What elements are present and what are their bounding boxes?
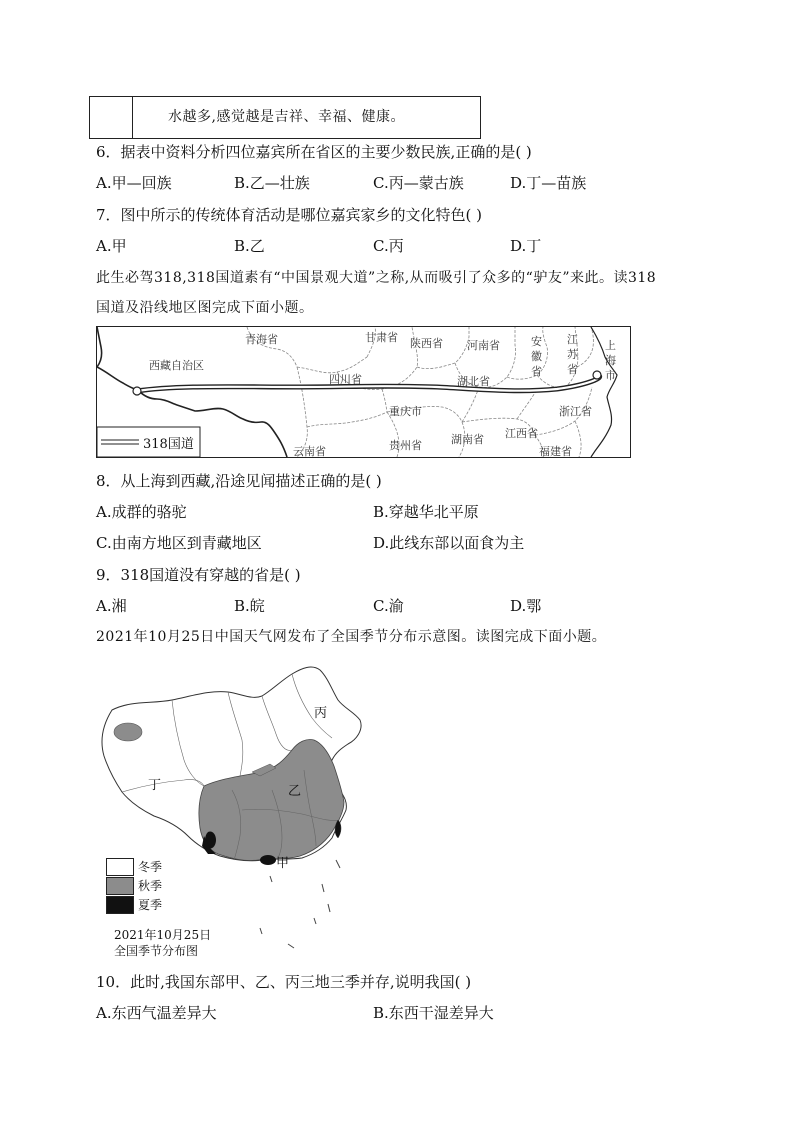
q7-option-c[interactable]: C.丙 bbox=[373, 237, 404, 255]
intro-318-line1: 此生必驾318,318国道素有“中国景观大道”之称,从而吸引了众多的“驴友”来此。读318 bbox=[96, 270, 657, 286]
question-10-stem: 10．此时,我国东部甲、乙、丙三地三季并存,说明我国( ) bbox=[96, 973, 472, 991]
q7-option-b[interactable]: B.乙 bbox=[234, 237, 265, 255]
q9-option-b[interactable]: B.皖 bbox=[234, 597, 265, 615]
legend-label-winter: 冬季 bbox=[138, 860, 163, 874]
season-map-caption-date: 2021年10月25日 bbox=[114, 928, 212, 942]
q10-option-b[interactable]: B.东西干湿差异大 bbox=[373, 1004, 494, 1022]
question-7-stem: 7．图中所示的传统体育活动是哪位嘉宾家乡的文化特色( ) bbox=[96, 206, 483, 224]
map-label-xizang: 西藏自治区 bbox=[149, 359, 204, 372]
q6-option-c[interactable]: C.丙—蒙古族 bbox=[373, 174, 464, 192]
map-label-sichuan: 四川省 bbox=[329, 373, 362, 386]
map-label-jiangxi: 江西省 bbox=[505, 427, 538, 440]
intro-season-map: 2021年10月25日中国天气网发布了全国季节分布示意图。读图完成下面小题。 bbox=[96, 629, 607, 645]
q7-option-d[interactable]: D.丁 bbox=[510, 237, 542, 255]
q9-option-a[interactable]: A.湘 bbox=[96, 597, 127, 615]
q8-option-c[interactable]: C.由南方地区到青藏地区 bbox=[96, 534, 262, 552]
legend-swatch-summer bbox=[106, 896, 134, 914]
map-label-zhejiang: 浙江省 bbox=[559, 405, 592, 418]
marker-jia: 甲 bbox=[276, 856, 290, 871]
route-318-map bbox=[96, 326, 631, 458]
question-9-stem: 9．318国道没有穿越的省是( ) bbox=[96, 566, 301, 584]
map-label-anhui-2: 徽 bbox=[531, 350, 542, 363]
legend-swatch-winter bbox=[106, 858, 134, 876]
q6-option-b[interactable]: B.乙—壮族 bbox=[234, 174, 310, 192]
q8-option-d[interactable]: D.此线东部以面食为主 bbox=[373, 534, 525, 552]
map-label-guizhou: 贵州省 bbox=[389, 439, 422, 452]
legend-label-autumn: 秋季 bbox=[138, 879, 163, 893]
map-label-hunan: 湖南省 bbox=[451, 433, 484, 446]
legend-label-summer: 夏季 bbox=[138, 898, 163, 912]
q9-option-c[interactable]: C.渝 bbox=[373, 597, 404, 615]
map-label-fujian: 福建省 bbox=[539, 445, 572, 458]
marker-ding: 丁 bbox=[148, 778, 162, 793]
map-label-jiangsu-3: 省 bbox=[567, 363, 578, 376]
question-8-stem: 8．从上海到西藏,沿途见闻描述正确的是( ) bbox=[96, 472, 382, 490]
q9-option-d[interactable]: D.鄂 bbox=[510, 597, 542, 615]
question-6-stem: 6．据表中资料分析四位嘉宾所在省区的主要少数民族,正确的是( ) bbox=[96, 143, 532, 161]
map-label-hubei: 湖北省 bbox=[457, 375, 490, 388]
legend-swatch-autumn bbox=[106, 877, 134, 895]
table-cell-divider bbox=[132, 97, 133, 138]
season-map-caption-title: 全国季节分布图 bbox=[114, 944, 199, 958]
map-label-gansu: 甘肃省 bbox=[365, 331, 398, 344]
season-map bbox=[92, 660, 392, 960]
map-label-shanghai-2: 海 bbox=[605, 354, 616, 367]
q6-option-d[interactable]: D.丁—苗族 bbox=[510, 174, 587, 192]
map-label-anhui-3: 省 bbox=[531, 365, 542, 378]
table-fragment bbox=[89, 96, 481, 139]
season-map-drawing bbox=[92, 660, 392, 960]
map-label-shaanxi: 陕西省 bbox=[410, 337, 443, 350]
map-label-henan: 河南省 bbox=[467, 339, 500, 352]
map-label-anhui-1: 安 bbox=[531, 335, 542, 348]
map-legend-318: 318国道 bbox=[143, 437, 194, 452]
table-cell-text: 水越多,感觉越是吉祥、幸福、健康。 bbox=[168, 109, 405, 125]
map-label-shanghai-3: 市 bbox=[605, 369, 616, 382]
marker-bing: 丙 bbox=[314, 706, 328, 721]
marker-yi: 乙 bbox=[288, 784, 302, 799]
map-label-shanghai-1: 上 bbox=[605, 339, 616, 352]
intro-318-line2: 国道及沿线地区图完成下面小题。 bbox=[96, 300, 314, 316]
map-label-yunnan: 云南省 bbox=[293, 445, 326, 458]
q8-option-b[interactable]: B.穿越华北平原 bbox=[373, 503, 479, 521]
map-label-jiangsu-2: 苏 bbox=[567, 348, 578, 361]
q7-option-a[interactable]: A.甲 bbox=[96, 237, 127, 255]
map-label-qinghai: 青海省 bbox=[245, 333, 278, 346]
q10-option-a[interactable]: A.东西气温差异大 bbox=[96, 1004, 217, 1022]
q6-option-a[interactable]: A.甲—回族 bbox=[96, 174, 172, 192]
map-label-chongqing: 重庆市 bbox=[389, 405, 422, 418]
q8-option-a[interactable]: A.成群的骆驼 bbox=[96, 503, 187, 521]
map-label-jiangsu-1: 江 bbox=[567, 333, 578, 346]
